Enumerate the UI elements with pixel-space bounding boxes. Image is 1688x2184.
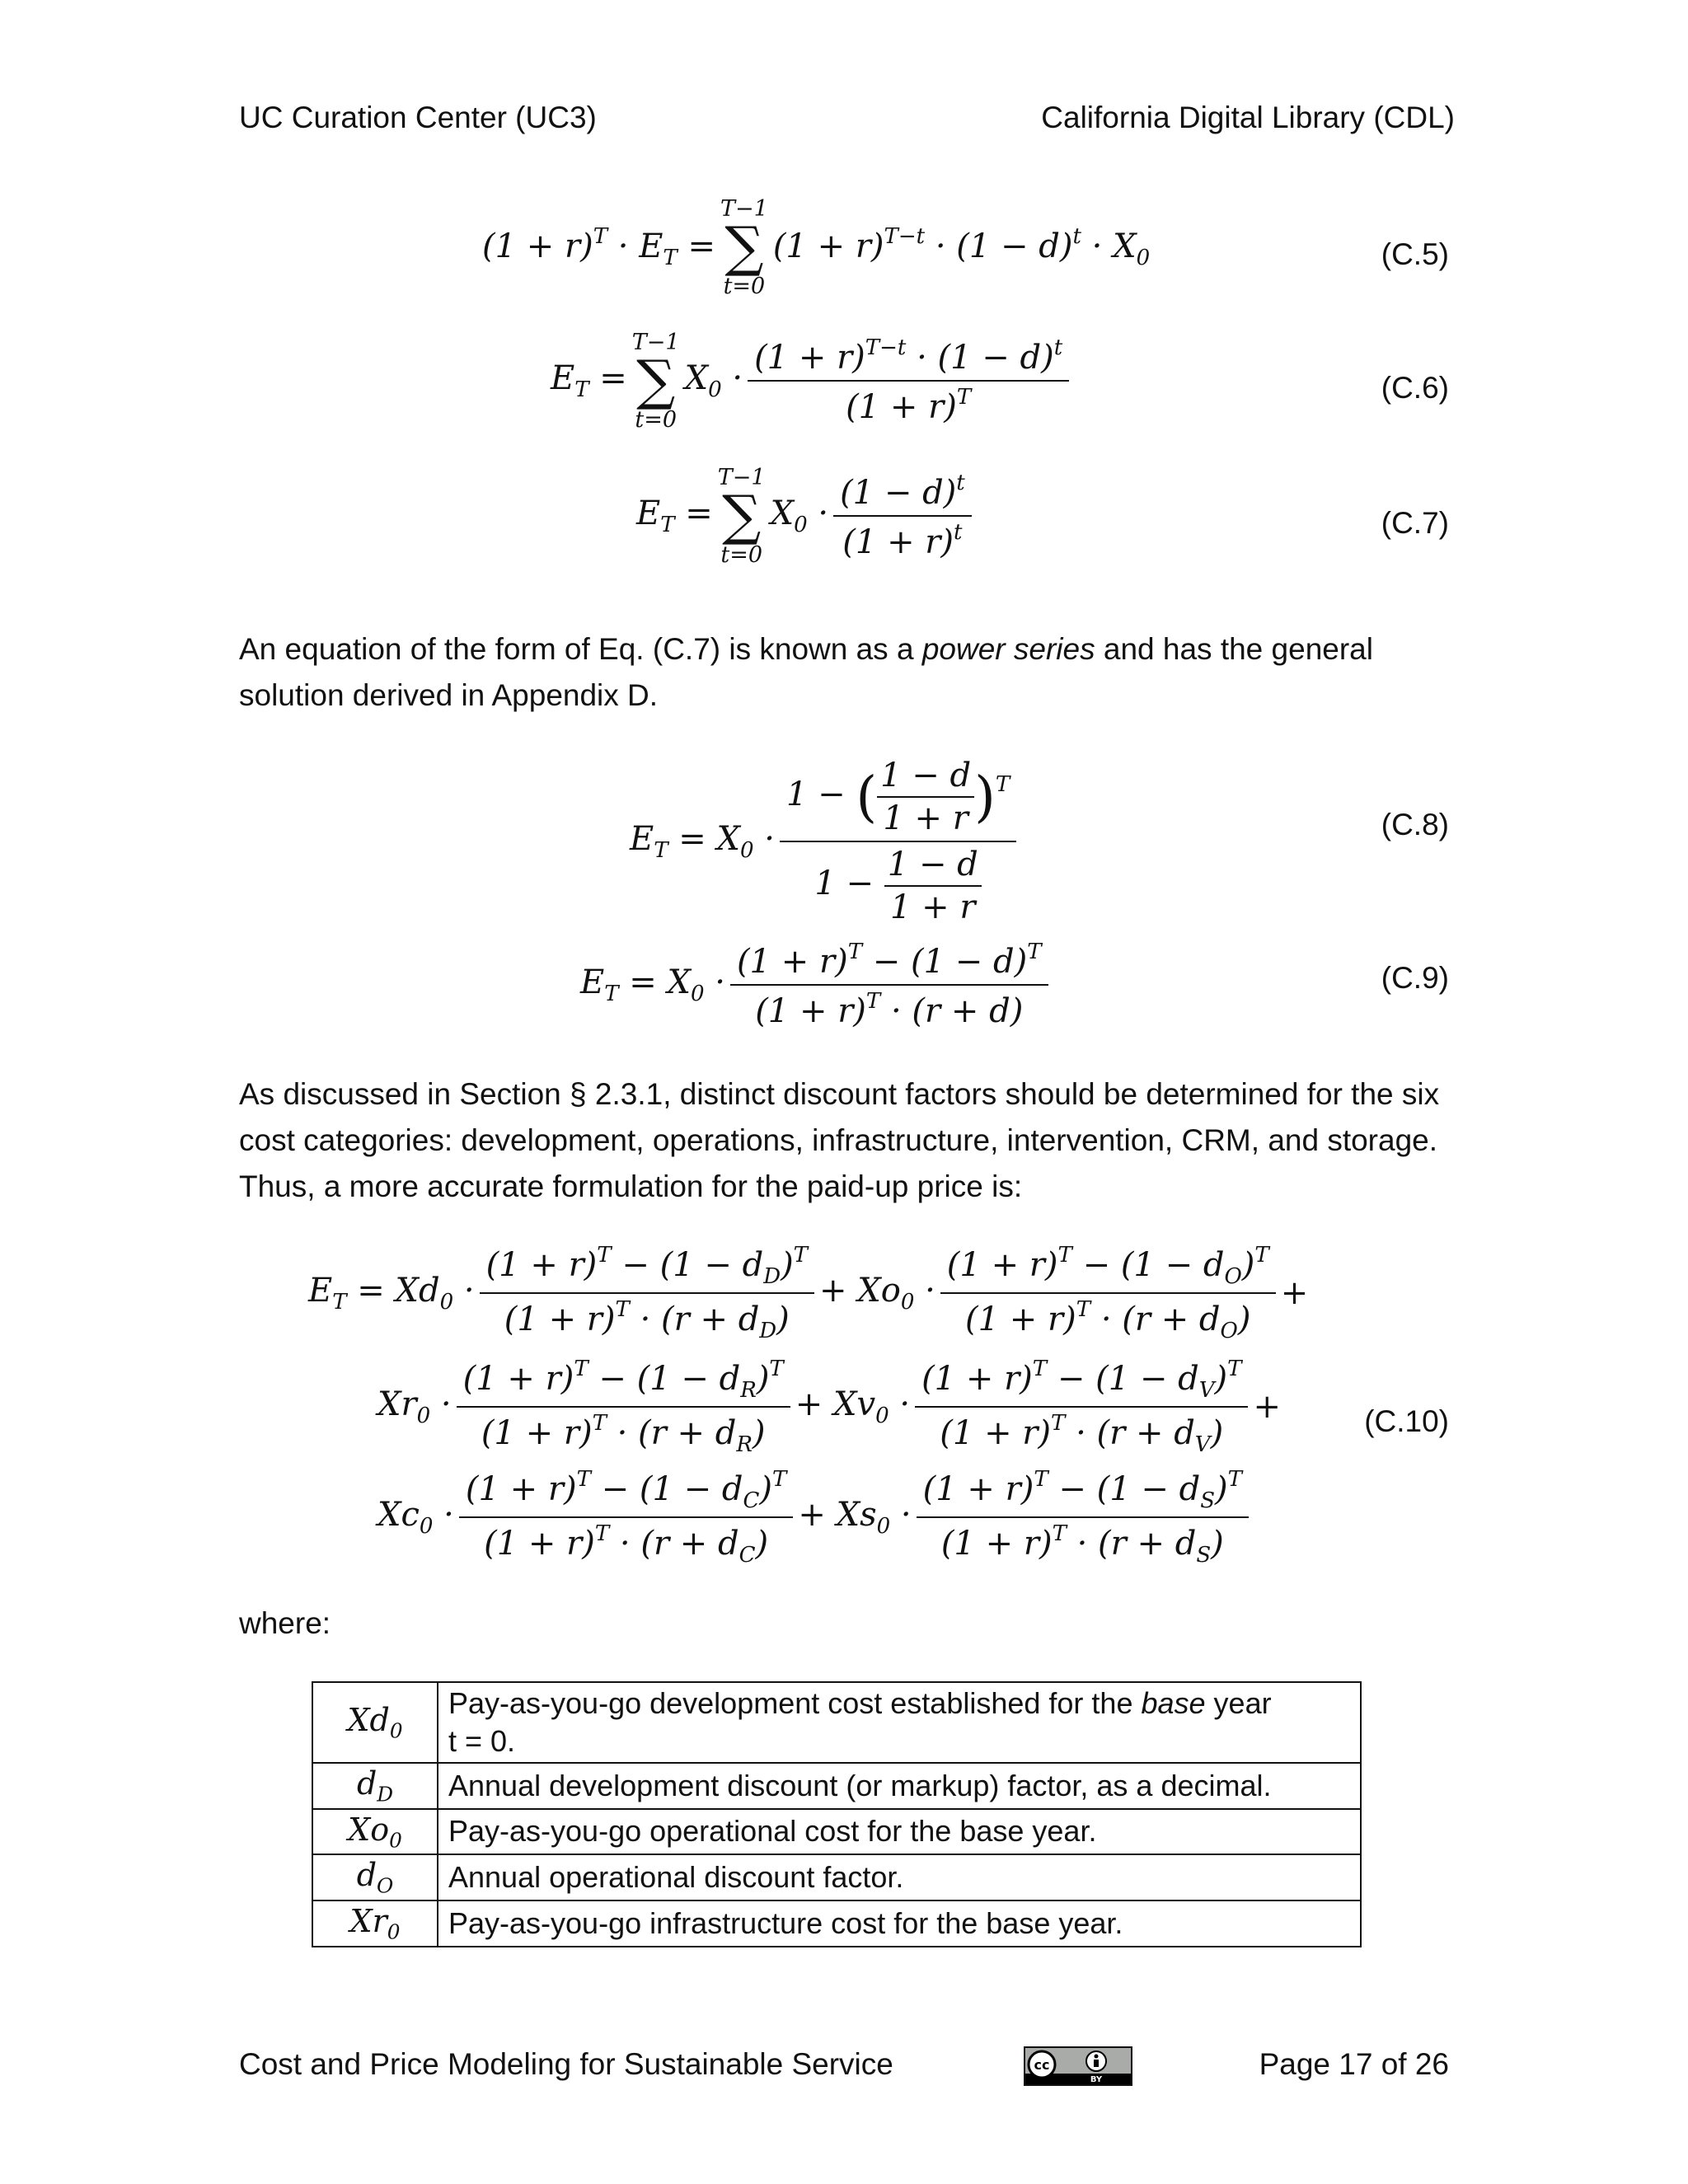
definitions-table — [312, 1681, 1362, 1947]
symbol-cell: $Xd_0$ — [312, 1682, 438, 1763]
eq-number-c8: (C.8) — [1381, 808, 1449, 841]
symbol-cell: $d_O$ — [312, 1854, 438, 1900]
equation-c10-row3: $Xc_0$ · $\frac{(1 + r)^T - (1 - d_C)^T}{(1 + r)^T \cdot (r + d_C)}$ + $Xs_0$ · $\frac{(1 + r)^T - (1 - d_S)^T}{(1 + r)^T \cdot (r + d_S)}$ — [377, 1467, 1254, 1568]
header-left: UC Curation Center (UC3) — [239, 101, 597, 134]
eq-number-c5: (C.5) — [1381, 237, 1449, 271]
equation-c9: $E_T = X_0$ · $\frac{(1 + r)^T - (1 - d)^T}{(1 + r)^T \cdot (r + d)}$ — [580, 940, 1053, 1030]
description-cell: Annual development discount (or markup) factor, as a decimal. — [438, 1763, 1361, 1809]
description-cell: Pay-as-you-go operational cost for the base year. — [438, 1809, 1361, 1855]
equation-c6: $E_T$ = T−1 ∑ t=0 $X_0$ · $\frac{(1 + r)^{T-t} \cdot (1 - d)^t}{(1 + r)^T}$ — [551, 330, 1074, 433]
where-label: where: — [239, 1606, 331, 1640]
eq-number-c9: (C.9) — [1381, 961, 1449, 995]
symbol-cell: $Xo_0$ — [312, 1809, 438, 1855]
symbol-cell: $Xr_0$ — [312, 1900, 438, 1947]
badge-by-text: BY — [1090, 2075, 1103, 2084]
eq-number-c10: (C.10) — [1364, 1404, 1449, 1438]
paragraph-power-series: An equation of the form of Eq. (C.7) is known as a power series and has the general solution derived in Appendix D. — [239, 632, 1373, 712]
eq-number-c7: (C.7) — [1381, 506, 1449, 540]
equation-c10-row1: $E_T = Xd_0$ · $\frac{(1 + r)^T - (1 - d_D)^T}{(1 + r)^T \cdot (r + d_D)}$ + $Xo_0$ · $\frac{(1 + r)^T - (1 - d_O)^T}{(1 + r)^T \cdot (r + d_O)}$ + — [308, 1243, 1309, 1343]
eq-number-c6: (C.6) — [1381, 371, 1449, 405]
symbol-cell: $d_D$ — [312, 1763, 438, 1809]
cc-by-license-badge — [1024, 2046, 1132, 2086]
badge-cc-text: cc — [1034, 2057, 1050, 2073]
footer-title: Cost and Price Modeling for Sustainable Service — [239, 2047, 893, 2081]
table-row — [312, 1900, 1361, 1947]
table-row — [312, 1763, 1361, 1809]
table-row — [312, 1682, 1361, 1763]
equation-c5: $(1 + r)^T \cdot E_T$ = T−1 ∑ t=0 $(1 + r)^{T-t} \cdot (1 - d)^t \cdot X_0$ — [482, 196, 1151, 299]
header-right: California Digital Library (CDL) — [1041, 101, 1455, 134]
cc-license-icon — [1025, 2048, 1131, 2084]
table-row — [312, 1854, 1361, 1900]
table-row — [312, 1809, 1361, 1855]
paragraph-discount-factors: As discussed in Section § 2.3.1, distinct discount factors should be determined for the six cost categories: development, operations, infrastructure, intervention, CRM, and storage. Thus, a more accurate formulation for the paid-up price is: — [239, 1077, 1440, 1203]
description-cell: Pay-as-you-go infrastructure cost for the base year. — [438, 1900, 1361, 1947]
page-number: Page 17 of 26 — [1259, 2047, 1449, 2081]
equation-c7: $E_T$ = T−1 ∑ t=0 $X_0$ · $\frac{(1 - d)^t}{(1 + r)^t}$ — [636, 465, 977, 568]
equation-c10-row2: $Xr_0$ · $\frac{(1 + r)^T - (1 - d_R)^T}{(1 + r)^T \cdot (r + d_R)}$ + $Xv_0$ · $\frac{(1 + r)^T - (1 - d_V)^T}{(1 + r)^T \cdot (r + d_V)}$ + — [377, 1357, 1281, 1457]
equation-c8: $E_T = X_0$ · 1 − ( $\frac{1 - d}{1 + r}$ )$^T$ 1 − $\frac{1 - d}{1 + r}$ — [630, 757, 1021, 926]
description-cell: Pay-as-you-go development cost established for the base year t = 0. — [438, 1682, 1361, 1763]
description-cell: Annual operational discount factor. — [438, 1854, 1361, 1900]
